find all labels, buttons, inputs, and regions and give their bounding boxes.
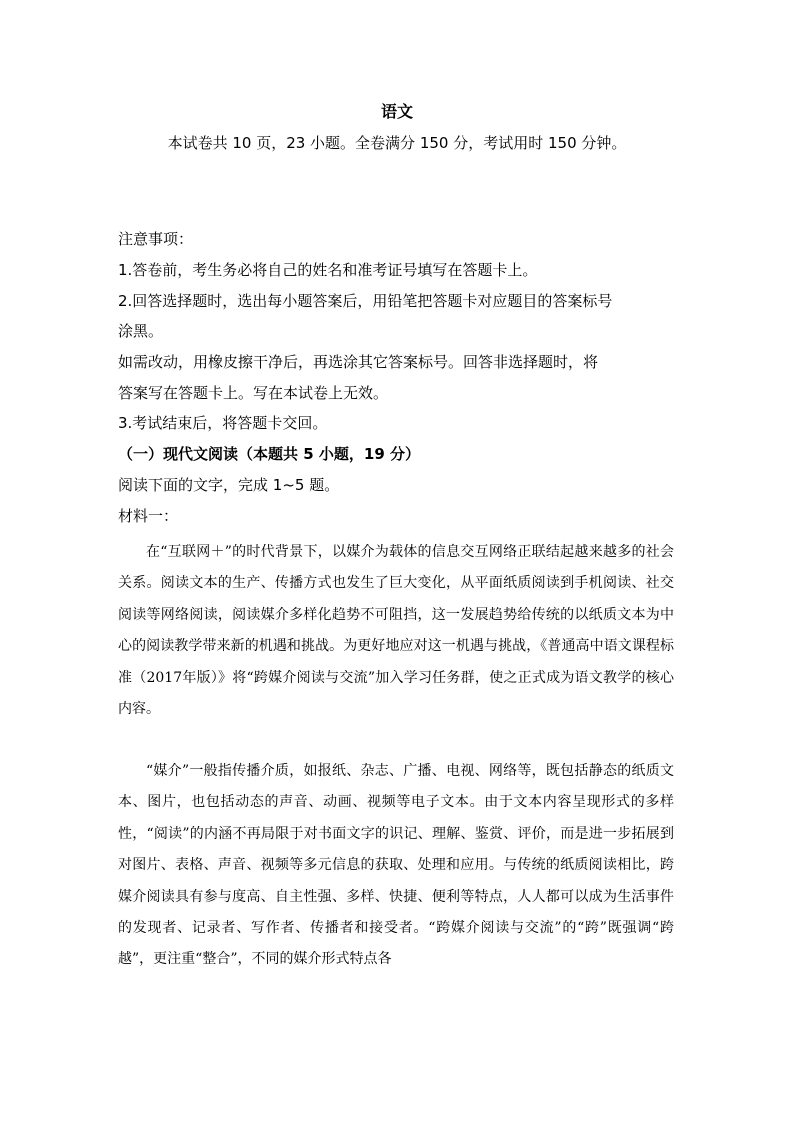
- note-item-2-line-3: 如需改动，用橡皮擦干净后，再选涂其它答案标号。回答非选择题时，将: [118, 353, 599, 371]
- note-item-2-line-2: 涂黑。: [118, 322, 164, 340]
- exam-info: 本试卷共 10 页，23 小题。全卷满分 150 分，考试用时 150 分钟。: [167, 134, 627, 152]
- note-item-1: 1.答卷前，考生务必将自己的姓名和准考证号填写在答题卡上。: [118, 261, 538, 279]
- note-item-3: 3.考试结束后，将答题卡交回。: [118, 414, 328, 432]
- passage-paragraph-2: “媒介”一般指传播介质，如报纸、杂志、广播、电视、网络等，既包括静态的纸质文本、图片，也包括动态的声音、动画、视频等电子文本。由于文本内容呈现形式的多样性，“阅读”的内涵不再局限于对书面文字的识记、理解、鉴赏、评价，而是进一步拓展到对图片、表格、声音、视频等多元信息的获取、处理和应用。与传统的纸质阅读相比，跨媒介阅读具有参与度高、自主性强、多样、快捷、便利等特点，人人都可以成为生活事件的发现者、记录者、写作者、传播者和接受者。“跨媒介阅读与交流”的“跨”既强调“跨越”，更注重“整合”，不同的媒介形式特点各: [118, 763, 674, 968]
- note-item-2-line-1: 2.回答选择题时，选出每小题答案后，用铅笔把答题卡对应题目的答案标号: [118, 292, 613, 310]
- page-title: 语文: [380, 102, 413, 121]
- material-label: 材料一：: [118, 507, 179, 525]
- notes-heading: 注意事项：: [118, 230, 194, 248]
- section-heading: （一）现代文阅读（本题共 5 小题，19 分）: [118, 445, 420, 463]
- passage-paragraph-1: 在“互联网＋”的时代背景下，以媒介为载体的信息交互网络正联结起越来越多的社会关系。阅读文本的生产、传播方式也发生了巨大变化，从平面纸质阅读到手机阅读、社交阅读等网络阅读，阅读媒介多样化趋势不可阻挡，这一发展趋势给传统的以纸质文本为中心的阅读教学带来新的机遇和挑战。为更好地应对这一机遇与挑战，《普通高中语文课程标准（2017年版）》将“跨媒介阅读与交流”加入学习任务群，使之正式成为语文教学的核心内容。: [118, 544, 674, 718]
- section-instruction: 阅读下面的文字，完成 1~5 题。: [118, 476, 340, 494]
- note-item-2-line-4: 答案写在答题卡上。写在本试卷上无效。: [118, 384, 389, 402]
